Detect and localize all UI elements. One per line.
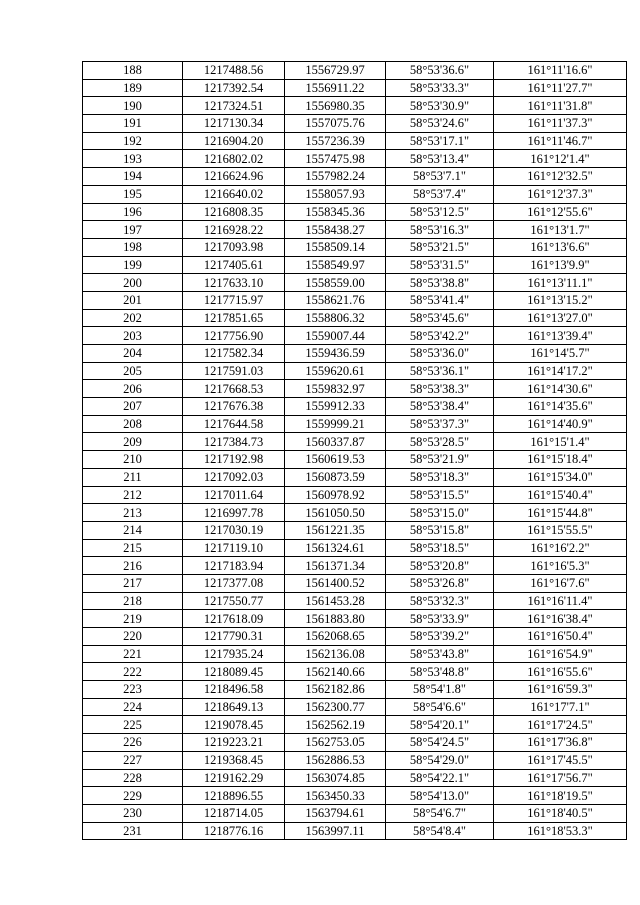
point-number-cell: 201 (83, 291, 183, 309)
x-coordinate-cell: 1216904.20 (183, 132, 285, 150)
x-coordinate-cell: 1217676.38 (183, 398, 285, 416)
x-coordinate-cell: 1218496.58 (183, 681, 285, 699)
table-row (83, 787, 627, 805)
latitude-cell: 58°53'28.5" (386, 433, 494, 451)
x-coordinate-cell: 1217644.58 (183, 415, 285, 433)
longitude-cell: 161°17'56.7" (494, 769, 627, 787)
table-row (83, 291, 627, 309)
point-number-cell: 230 (83, 804, 183, 822)
latitude-cell: 58°54'6.7" (386, 804, 494, 822)
longitude-cell: 161°16'11.4" (494, 592, 627, 610)
table-row (83, 769, 627, 787)
table-row (83, 62, 627, 80)
table-row (83, 345, 627, 363)
x-coordinate-cell: 1217851.65 (183, 309, 285, 327)
x-coordinate-cell: 1216624.96 (183, 168, 285, 186)
table-row (83, 115, 627, 133)
point-number-cell: 221 (83, 645, 183, 663)
point-number-cell: 225 (83, 716, 183, 734)
table-row (83, 398, 627, 416)
longitude-cell: 161°13'27.0" (494, 309, 627, 327)
latitude-cell: 58°53'48.8" (386, 663, 494, 681)
x-coordinate-cell: 1219368.45 (183, 751, 285, 769)
longitude-cell: 161°15'34.0" (494, 468, 627, 486)
point-number-cell: 216 (83, 557, 183, 575)
longitude-cell: 161°18'19.5" (494, 787, 627, 805)
latitude-cell: 58°53'18.3" (386, 468, 494, 486)
y-coordinate-cell: 1559832.97 (285, 380, 386, 398)
y-coordinate-cell: 1559999.21 (285, 415, 386, 433)
y-coordinate-cell: 1562562.19 (285, 716, 386, 734)
y-coordinate-cell: 1562753.05 (285, 734, 386, 752)
table-row (83, 822, 627, 840)
y-coordinate-cell: 1556729.97 (285, 62, 386, 80)
table-row (83, 132, 627, 150)
y-coordinate-cell: 1559620.61 (285, 362, 386, 380)
point-number-cell: 193 (83, 150, 183, 168)
table-row (83, 681, 627, 699)
y-coordinate-cell: 1561400.52 (285, 574, 386, 592)
longitude-cell: 161°11'31.8" (494, 97, 627, 115)
x-coordinate-cell: 1217324.51 (183, 97, 285, 115)
longitude-cell: 161°14'40.9" (494, 415, 627, 433)
point-number-cell: 200 (83, 274, 183, 292)
point-number-cell: 227 (83, 751, 183, 769)
longitude-cell: 161°11'16.6" (494, 62, 627, 80)
x-coordinate-cell: 1217405.61 (183, 256, 285, 274)
y-coordinate-cell: 1557982.24 (285, 168, 386, 186)
x-coordinate-cell: 1217633.10 (183, 274, 285, 292)
latitude-cell: 58°54'13.0" (386, 787, 494, 805)
y-coordinate-cell: 1560978.92 (285, 486, 386, 504)
latitude-cell: 58°53'42.2" (386, 327, 494, 345)
x-coordinate-cell: 1217392.54 (183, 79, 285, 97)
y-coordinate-cell: 1563074.85 (285, 769, 386, 787)
longitude-cell: 161°12'37.3" (494, 185, 627, 203)
y-coordinate-cell: 1561050.50 (285, 504, 386, 522)
y-coordinate-cell: 1556911.22 (285, 79, 386, 97)
point-number-cell: 229 (83, 787, 183, 805)
y-coordinate-cell: 1563794.61 (285, 804, 386, 822)
table-row (83, 734, 627, 752)
y-coordinate-cell: 1561324.61 (285, 539, 386, 557)
table-row (83, 521, 627, 539)
table-row (83, 79, 627, 97)
latitude-cell: 58°53'38.4" (386, 398, 494, 416)
y-coordinate-cell: 1558549.97 (285, 256, 386, 274)
x-coordinate-cell: 1219162.29 (183, 769, 285, 787)
table-row (83, 97, 627, 115)
table-row (83, 557, 627, 575)
x-coordinate-cell: 1217030.19 (183, 521, 285, 539)
table-row (83, 468, 627, 486)
longitude-cell: 161°16'50.4" (494, 628, 627, 646)
table-row (83, 203, 627, 221)
latitude-cell: 58°53'39.2" (386, 628, 494, 646)
x-coordinate-cell: 1217582.34 (183, 345, 285, 363)
latitude-cell: 58°53'45.6" (386, 309, 494, 327)
y-coordinate-cell: 1562182.86 (285, 681, 386, 699)
latitude-cell: 58°53'41.4" (386, 291, 494, 309)
x-coordinate-cell: 1219223.21 (183, 734, 285, 752)
longitude-cell: 161°13'11.1" (494, 274, 627, 292)
latitude-cell: 58°54'6.6" (386, 698, 494, 716)
y-coordinate-cell: 1562300.77 (285, 698, 386, 716)
longitude-cell: 161°16'38.4" (494, 610, 627, 628)
latitude-cell: 58°53'32.3" (386, 592, 494, 610)
point-number-cell: 220 (83, 628, 183, 646)
latitude-cell: 58°53'17.1" (386, 132, 494, 150)
y-coordinate-cell: 1556980.35 (285, 97, 386, 115)
y-coordinate-cell: 1561371.34 (285, 557, 386, 575)
latitude-cell: 58°53'30.9" (386, 97, 494, 115)
y-coordinate-cell: 1558806.32 (285, 309, 386, 327)
y-coordinate-cell: 1560337.87 (285, 433, 386, 451)
y-coordinate-cell: 1558559.00 (285, 274, 386, 292)
latitude-cell: 58°53'38.8" (386, 274, 494, 292)
y-coordinate-cell: 1563997.11 (285, 822, 386, 840)
table-row (83, 716, 627, 734)
latitude-cell: 58°53'12.5" (386, 203, 494, 221)
latitude-cell: 58°53'13.4" (386, 150, 494, 168)
latitude-cell: 58°54'22.1" (386, 769, 494, 787)
table-row (83, 150, 627, 168)
table-row (83, 451, 627, 469)
x-coordinate-cell: 1216928.22 (183, 221, 285, 239)
coordinates-table (82, 61, 627, 840)
longitude-cell: 161°15'40.4" (494, 486, 627, 504)
x-coordinate-cell: 1217130.34 (183, 115, 285, 133)
point-number-cell: 197 (83, 221, 183, 239)
x-coordinate-cell: 1217618.09 (183, 610, 285, 628)
table-row (83, 592, 627, 610)
latitude-cell: 58°53'26.8" (386, 574, 494, 592)
x-coordinate-cell: 1218089.45 (183, 663, 285, 681)
x-coordinate-cell: 1217756.90 (183, 327, 285, 345)
point-number-cell: 211 (83, 468, 183, 486)
y-coordinate-cell: 1562136.08 (285, 645, 386, 663)
x-coordinate-cell: 1217011.64 (183, 486, 285, 504)
y-coordinate-cell: 1557475.98 (285, 150, 386, 168)
y-coordinate-cell: 1558057.93 (285, 185, 386, 203)
y-coordinate-cell: 1561883.80 (285, 610, 386, 628)
longitude-cell: 161°14'35.6" (494, 398, 627, 416)
table-row (83, 645, 627, 663)
latitude-cell: 58°54'24.5" (386, 734, 494, 752)
point-number-cell: 228 (83, 769, 183, 787)
longitude-cell: 161°18'53.3" (494, 822, 627, 840)
point-number-cell: 219 (83, 610, 183, 628)
point-number-cell: 209 (83, 433, 183, 451)
table-row (83, 274, 627, 292)
point-number-cell: 210 (83, 451, 183, 469)
longitude-cell: 161°13'39.4" (494, 327, 627, 345)
point-number-cell: 205 (83, 362, 183, 380)
latitude-cell: 58°53'20.8" (386, 557, 494, 575)
latitude-cell: 58°54'29.0" (386, 751, 494, 769)
latitude-cell: 58°53'21.9" (386, 451, 494, 469)
point-number-cell: 204 (83, 345, 183, 363)
point-number-cell: 218 (83, 592, 183, 610)
longitude-cell: 161°16'55.6" (494, 663, 627, 681)
x-coordinate-cell: 1217092.03 (183, 468, 285, 486)
table-row (83, 539, 627, 557)
latitude-cell: 58°53'21.5" (386, 238, 494, 256)
x-coordinate-cell: 1217192.98 (183, 451, 285, 469)
point-number-cell: 190 (83, 97, 183, 115)
longitude-cell: 161°12'55.6" (494, 203, 627, 221)
latitude-cell: 58°53'24.6" (386, 115, 494, 133)
y-coordinate-cell: 1558345.36 (285, 203, 386, 221)
latitude-cell: 58°53'7.4" (386, 185, 494, 203)
y-coordinate-cell: 1559912.33 (285, 398, 386, 416)
longitude-cell: 161°17'7.1" (494, 698, 627, 716)
latitude-cell: 58°54'1.8" (386, 681, 494, 699)
table-row (83, 628, 627, 646)
table-row (83, 610, 627, 628)
point-number-cell: 194 (83, 168, 183, 186)
table-row (83, 486, 627, 504)
table-row (83, 221, 627, 239)
table-row (83, 256, 627, 274)
latitude-cell: 58°54'20.1" (386, 716, 494, 734)
longitude-cell: 161°17'36.8" (494, 734, 627, 752)
longitude-cell: 161°13'9.9" (494, 256, 627, 274)
longitude-cell: 161°17'24.5" (494, 716, 627, 734)
y-coordinate-cell: 1559436.59 (285, 345, 386, 363)
latitude-cell: 58°53'33.9" (386, 610, 494, 628)
x-coordinate-cell: 1216808.35 (183, 203, 285, 221)
longitude-cell: 161°17'45.5" (494, 751, 627, 769)
x-coordinate-cell: 1217093.98 (183, 238, 285, 256)
y-coordinate-cell: 1558621.76 (285, 291, 386, 309)
longitude-cell: 161°11'27.7" (494, 79, 627, 97)
latitude-cell: 58°53'38.3" (386, 380, 494, 398)
table-row (83, 415, 627, 433)
table-row (83, 380, 627, 398)
point-number-cell: 207 (83, 398, 183, 416)
point-number-cell: 231 (83, 822, 183, 840)
point-number-cell: 224 (83, 698, 183, 716)
y-coordinate-cell: 1560619.53 (285, 451, 386, 469)
x-coordinate-cell: 1218776.16 (183, 822, 285, 840)
x-coordinate-cell: 1218649.13 (183, 698, 285, 716)
point-number-cell: 222 (83, 663, 183, 681)
point-number-cell: 199 (83, 256, 183, 274)
x-coordinate-cell: 1217550.77 (183, 592, 285, 610)
x-coordinate-cell: 1217790.31 (183, 628, 285, 646)
longitude-cell: 161°12'1.4" (494, 150, 627, 168)
table-row (83, 362, 627, 380)
y-coordinate-cell: 1558438.27 (285, 221, 386, 239)
longitude-cell: 161°16'2.2" (494, 539, 627, 557)
y-coordinate-cell: 1561221.35 (285, 521, 386, 539)
x-coordinate-cell: 1217715.97 (183, 291, 285, 309)
latitude-cell: 58°53'7.1" (386, 168, 494, 186)
x-coordinate-cell: 1217935.24 (183, 645, 285, 663)
x-coordinate-cell: 1217183.94 (183, 557, 285, 575)
latitude-cell: 58°53'37.3" (386, 415, 494, 433)
latitude-cell: 58°53'36.6" (386, 62, 494, 80)
point-number-cell: 226 (83, 734, 183, 752)
table-row (83, 168, 627, 186)
table-row (83, 504, 627, 522)
y-coordinate-cell: 1563450.33 (285, 787, 386, 805)
table-row (83, 574, 627, 592)
latitude-cell: 58°53'36.1" (386, 362, 494, 380)
longitude-cell: 161°16'54.9" (494, 645, 627, 663)
y-coordinate-cell: 1558509.14 (285, 238, 386, 256)
latitude-cell: 58°53'15.0" (386, 504, 494, 522)
x-coordinate-cell: 1217377.08 (183, 574, 285, 592)
x-coordinate-cell: 1219078.45 (183, 716, 285, 734)
latitude-cell: 58°53'15.5" (386, 486, 494, 504)
point-number-cell: 202 (83, 309, 183, 327)
coordinates-table-body (83, 62, 627, 840)
latitude-cell: 58°53'43.8" (386, 645, 494, 663)
y-coordinate-cell: 1562886.53 (285, 751, 386, 769)
table-row (83, 698, 627, 716)
y-coordinate-cell: 1557075.76 (285, 115, 386, 133)
x-coordinate-cell: 1218896.55 (183, 787, 285, 805)
x-coordinate-cell: 1217384.73 (183, 433, 285, 451)
latitude-cell: 58°53'36.0" (386, 345, 494, 363)
latitude-cell: 58°53'33.3" (386, 79, 494, 97)
longitude-cell: 161°18'40.5" (494, 804, 627, 822)
longitude-cell: 161°13'1.7" (494, 221, 627, 239)
point-number-cell: 213 (83, 504, 183, 522)
latitude-cell: 58°53'31.5" (386, 256, 494, 274)
point-number-cell: 192 (83, 132, 183, 150)
point-number-cell: 212 (83, 486, 183, 504)
longitude-cell: 161°11'37.3" (494, 115, 627, 133)
latitude-cell: 58°54'8.4" (386, 822, 494, 840)
point-number-cell: 206 (83, 380, 183, 398)
point-number-cell: 215 (83, 539, 183, 557)
longitude-cell: 161°16'5.3" (494, 557, 627, 575)
longitude-cell: 161°14'30.6" (494, 380, 627, 398)
latitude-cell: 58°53'15.8" (386, 521, 494, 539)
table-row (83, 663, 627, 681)
point-number-cell: 188 (83, 62, 183, 80)
latitude-cell: 58°53'16.3" (386, 221, 494, 239)
table-row (83, 433, 627, 451)
x-coordinate-cell: 1216640.02 (183, 185, 285, 203)
x-coordinate-cell: 1217668.53 (183, 380, 285, 398)
longitude-cell: 161°14'5.7" (494, 345, 627, 363)
longitude-cell: 161°14'17.2" (494, 362, 627, 380)
point-number-cell: 208 (83, 415, 183, 433)
x-coordinate-cell: 1218714.05 (183, 804, 285, 822)
longitude-cell: 161°11'46.7" (494, 132, 627, 150)
table-row (83, 238, 627, 256)
point-number-cell: 195 (83, 185, 183, 203)
longitude-cell: 161°16'7.6" (494, 574, 627, 592)
point-number-cell: 198 (83, 238, 183, 256)
y-coordinate-cell: 1562140.66 (285, 663, 386, 681)
table-row (83, 804, 627, 822)
point-number-cell: 203 (83, 327, 183, 345)
longitude-cell: 161°13'6.6" (494, 238, 627, 256)
x-coordinate-cell: 1217591.03 (183, 362, 285, 380)
latitude-cell: 58°53'18.5" (386, 539, 494, 557)
point-number-cell: 217 (83, 574, 183, 592)
longitude-cell: 161°15'55.5" (494, 521, 627, 539)
x-coordinate-cell: 1216802.02 (183, 150, 285, 168)
table-row (83, 185, 627, 203)
y-coordinate-cell: 1560873.59 (285, 468, 386, 486)
x-coordinate-cell: 1217488.56 (183, 62, 285, 80)
table-row (83, 309, 627, 327)
y-coordinate-cell: 1559007.44 (285, 327, 386, 345)
point-number-cell: 196 (83, 203, 183, 221)
table-row (83, 751, 627, 769)
x-coordinate-cell: 1216997.78 (183, 504, 285, 522)
longitude-cell: 161°13'15.2" (494, 291, 627, 309)
longitude-cell: 161°15'1.4" (494, 433, 627, 451)
longitude-cell: 161°16'59.3" (494, 681, 627, 699)
y-coordinate-cell: 1557236.39 (285, 132, 386, 150)
point-number-cell: 223 (83, 681, 183, 699)
y-coordinate-cell: 1561453.28 (285, 592, 386, 610)
longitude-cell: 161°12'32.5" (494, 168, 627, 186)
y-coordinate-cell: 1562068.65 (285, 628, 386, 646)
longitude-cell: 161°15'44.8" (494, 504, 627, 522)
point-number-cell: 189 (83, 79, 183, 97)
point-number-cell: 191 (83, 115, 183, 133)
longitude-cell: 161°15'18.4" (494, 451, 627, 469)
point-number-cell: 214 (83, 521, 183, 539)
table-row (83, 327, 627, 345)
x-coordinate-cell: 1217119.10 (183, 539, 285, 557)
